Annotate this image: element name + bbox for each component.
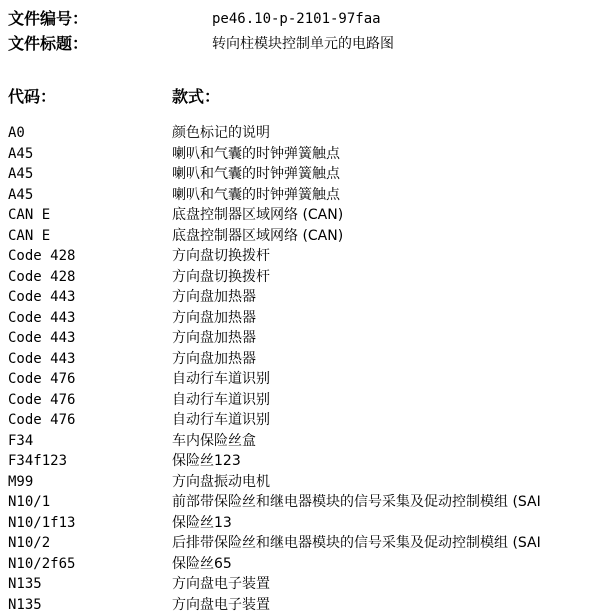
component-description: 自动行车道识别: [172, 390, 270, 410]
table-row: [8, 144, 600, 165]
table-row: [8, 431, 600, 452]
table-row: [8, 185, 600, 206]
table-row: [8, 492, 600, 513]
component-description: 方向盘电子装置: [172, 595, 270, 615]
table-row: [8, 328, 600, 349]
component-code: Code 476: [8, 390, 75, 410]
component-code: N135: [8, 595, 42, 615]
component-code: F34f123: [8, 451, 67, 471]
table-row: [8, 574, 600, 595]
table-row: [8, 226, 600, 247]
component-description: 保险丝13: [172, 513, 232, 533]
component-code: N10/1: [8, 492, 50, 512]
table-row: [8, 451, 600, 472]
component-code: N10/2: [8, 533, 50, 553]
file-number-row: [8, 8, 600, 30]
file-title-row: [8, 33, 600, 55]
component-description: 车内保险丝盒: [172, 431, 256, 451]
file-number-value: pe46.10-p-2101-97faa: [212, 8, 381, 30]
component-code: CAN E: [8, 226, 50, 246]
component-description: 保险丝123: [172, 451, 241, 471]
component-list: [8, 123, 600, 615]
table-row: [8, 390, 600, 411]
component-description: 方向盘切换拨杆: [172, 267, 270, 287]
component-description: 方向盘切换拨杆: [172, 246, 270, 266]
table-row: [8, 267, 600, 288]
component-code: M99: [8, 472, 33, 492]
file-title-label: 文件标题：: [8, 33, 88, 55]
table-row: [8, 472, 600, 493]
component-description: 方向盘加热器: [172, 328, 256, 348]
table-row: [8, 164, 600, 185]
component-code: Code 443: [8, 328, 75, 348]
table-header: [8, 86, 600, 108]
component-description: 颜色标记的说明: [172, 123, 270, 143]
component-description: 喇叭和气囊的时钟弹簧触点: [172, 164, 340, 184]
component-description: 保险丝65: [172, 554, 232, 574]
component-code: N10/2f65: [8, 554, 75, 574]
component-description: 方向盘电子装置: [172, 574, 270, 594]
component-code: CAN E: [8, 205, 50, 225]
component-description: 方向盘加热器: [172, 349, 256, 369]
table-row: [8, 410, 600, 431]
component-description: 后排带保险丝和继电器模块的信号采集及促动控制模组 (SAI: [172, 533, 541, 553]
component-code: Code 428: [8, 267, 75, 287]
component-description: 底盘控制器区域网络 (CAN): [172, 226, 343, 246]
table-row: [8, 595, 600, 615]
file-title-value: 转向柱模块控制单元的电路图: [212, 33, 394, 55]
table-row: [8, 287, 600, 308]
component-code: A45: [8, 164, 33, 184]
component-code: Code 443: [8, 308, 75, 328]
component-description: 自动行车道识别: [172, 369, 270, 389]
component-description: 方向盘加热器: [172, 308, 256, 328]
component-code: F34: [8, 431, 33, 451]
component-code: A0: [8, 123, 25, 143]
component-description: 底盘控制器区域网络 (CAN): [172, 205, 343, 225]
table-row: [8, 205, 600, 226]
component-code: Code 476: [8, 410, 75, 430]
table-row: [8, 246, 600, 267]
file-number-label: 文件编号：: [8, 8, 88, 30]
component-code: N10/1f13: [8, 513, 75, 533]
table-row: [8, 308, 600, 329]
component-description: 方向盘振动电机: [172, 472, 270, 492]
component-code: Code 443: [8, 349, 75, 369]
component-code: N135: [8, 574, 42, 594]
table-row: [8, 369, 600, 390]
component-code: Code 428: [8, 246, 75, 266]
component-description: 自动行车道识别: [172, 410, 270, 430]
component-code: Code 443: [8, 287, 75, 307]
table-row: [8, 349, 600, 370]
style-column-header: 款式：: [172, 86, 220, 108]
component-code: A45: [8, 144, 33, 164]
code-column-header: 代码：: [8, 86, 56, 108]
component-description: 喇叭和气囊的时钟弹簧触点: [172, 144, 340, 164]
component-code: A45: [8, 185, 33, 205]
component-description: 方向盘加热器: [172, 287, 256, 307]
component-code: Code 476: [8, 369, 75, 389]
table-row: [8, 123, 600, 144]
table-row: [8, 513, 600, 534]
table-row: [8, 554, 600, 575]
component-description: 喇叭和气囊的时钟弹簧触点: [172, 185, 340, 205]
component-description: 前部带保险丝和继电器模块的信号采集及促动控制模组 (SAI: [172, 492, 541, 512]
table-row: [8, 533, 600, 554]
